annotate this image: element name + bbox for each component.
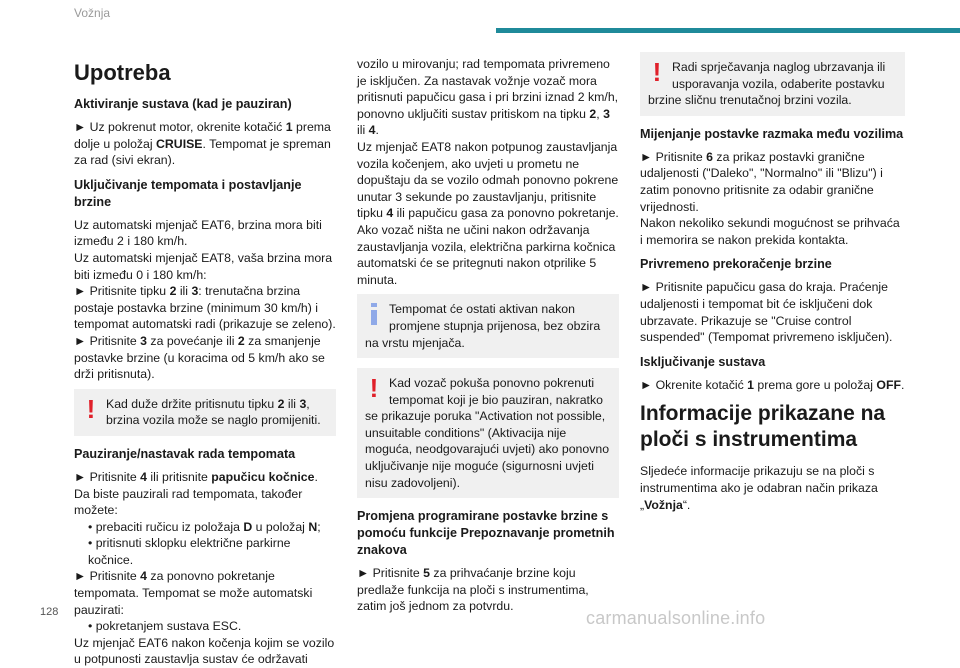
- warning-note-3: ! Radi sprječavanja naglog ubrzavanja ili usporavanja vozila, odaberite postavku brzine sličnu trenutačnoj brzini vozila.: [640, 52, 905, 116]
- paragraph-memory: Nakon nekoliko sekundi mogućnost se prihvaća i memorira se nakon prekida kontakta.: [640, 216, 900, 247]
- paragraph-resume: ► Pritisnite 4 za ponovno pokretanje tempomata. Tempomat se može automatski pauzirati:: [74, 569, 313, 617]
- heading-speed-sign: Promjena programirane postavke brzine s pomoću funkcije Prepoznavanje prometnih znakova: [357, 509, 615, 558]
- column-3: [640, 52, 905, 519]
- bullet-lever: • prebaciti ručicu iz položaja D u položaj N;: [88, 519, 321, 534]
- watermark: carmanualsonline.info: [586, 608, 766, 628]
- header-accent-bar: [496, 28, 960, 33]
- info-icon: [363, 299, 385, 329]
- paragraph-press-6: ► Pritisnite 6 za prikaz postavki granične udaljenosti ("Daleko", "Normalno" ili "Blizu") i zatim ponovno pritisnite za odabir granične vrijednosti.: [640, 149, 883, 214]
- bullet-esc: • pokretanjem sustava ESC.: [88, 619, 242, 634]
- heading-override: Privremeno prekoračenje brzine: [640, 257, 832, 272]
- paragraph-instruments: Sljedeće informacije prikazuju se na ploči s instrumentima ako je odabran način prikaza „Vožnja“.: [640, 464, 878, 512]
- paragraph-press-4: ► Pritisnite 4 ili pritisnite papučicu kočnice. Da biste pauzirali rad tempomata, također možete:: [74, 469, 318, 518]
- bullet-epb: • pritisnuti sklopku električne parkirne kočnice.: [88, 536, 291, 567]
- section-title: Upotreba: [74, 60, 171, 85]
- column-2: [357, 56, 619, 621]
- paragraph-eat8-stop: Uz mjenjač EAT8 nakon potpunog zaustavljanja vozila kočenjem, ako uvjeti u prometu ne dopuštaju da se vozilo odmah ponovno pokrene unutar 3 sekunde po zaustavljanju, pritisnite tipku 4 ili papučicu gasa za ponovno pokretanje. Ako vozač ništa ne učini nakon održavanja zaustavljanja vozila, električna parkirna kočnica automatski će se pritegnuti nakon otprilike 5 minuta.: [357, 139, 619, 287]
- warning-note-2: ! Kad vozač pokuša ponovno pokrenuti tempomat koji je bio pauziran, nakratko se prikazuje poruka "Activation not possible, unsuitable conditions" (Aktivacija nije moguća, neodgovarajući uvjeti) ako ponovno uključivanje nije moguće (sigurnosni uvjeti nisu zadovoljeni).: [357, 368, 619, 498]
- running-header: Vožnja: [74, 6, 111, 20]
- heading-enable: Uključivanje tempomata i postavljanje brzine: [74, 177, 302, 209]
- warning-icon: !: [369, 373, 379, 404]
- heading-distance: Mijenjanje postavke razmaka među vozilima: [640, 126, 904, 141]
- paragraph-press-5: ► Pritisnite 5 za prihvaćanje brzine koju predlaže funkcija na ploči s instrumentima, zatim još jednom za potvrdu.: [357, 566, 589, 614]
- info-note-1: Tempomat će ostati aktivan nakon promjene stupnja prijenosa, bez obzira na vrstu mjenjača.: [357, 294, 619, 358]
- warning-icon: !: [86, 393, 96, 424]
- paragraph-override: ► Pritisnite papučicu gasa do kraja. Praćenje udaljenosti i tempomat bit će isključeni dok ubrzavate. Prikazuje se "Cruise control suspended" (Tempomat privremeno isključen).: [640, 280, 893, 345]
- column-1: [74, 48, 336, 668]
- warning-note-1: ! Kad duže držite pritisnutu tipku 2 ili 3, brzina vozila može se naglo promijeniti.: [74, 389, 336, 436]
- warning-icon: !: [652, 57, 662, 87]
- paragraph-press-3-2: ► Pritisnite 3 za povećanje ili 2 za smanjenje postavke brzine (u koracima od 5 km/h ako se drži pritisnuta).: [74, 333, 325, 382]
- paragraph-press-2-3: ► Pritisnite tipku 2 ili 3: trenutačna brzina postaje postavka brzine (minimum 30 km/h) i tempomat automatski radi (prikazuje se zeleno).: [74, 284, 336, 332]
- section-title-instruments: Informacije prikazane na ploči s instrumentima: [640, 402, 886, 452]
- heading-pause: Pauziranje/nastavak rada tempomata: [74, 446, 296, 461]
- heading-off: Isključivanje sustava: [640, 354, 766, 369]
- paragraph-continue: vozilo u mirovanju; rad tempomata privremeno je isključen. Za nastavak vožnje vozač mora pritisnuti papučicu gasa i pri brzini iznad 2 km/h, ponovno uključiti sustav pritiskom na tipku 2, 3 ili 4.: [357, 57, 619, 138]
- paragraph-eat8: Uz automatski mjenjač EAT8, vaša brzina mora biti između 0 i 180 km/h:: [74, 250, 333, 282]
- paragraph-off: ► Okrenite kotačić 1 prema gore u položaj OFF.: [640, 377, 905, 392]
- heading-activate: Aktiviranje sustava (kad je pauziran): [74, 97, 292, 111]
- page-number: 128: [40, 606, 59, 618]
- paragraph-activate: ► Uz pokrenut motor, okrenite kotačić 1 prema dolje u položaj CRUISE. Tempomat je spreman za rad (sivi ekran).: [74, 120, 331, 168]
- paragraph-eat6-stop: Uz mjenjač EAT6 nakon kočenja kojim se vozilo u potpunosti zaustavlja sustav će održavati: [74, 635, 335, 667]
- paragraph-eat6: Uz automatski mjenjač EAT6, brzina mora biti između 2 i 180 km/h.: [74, 217, 322, 249]
